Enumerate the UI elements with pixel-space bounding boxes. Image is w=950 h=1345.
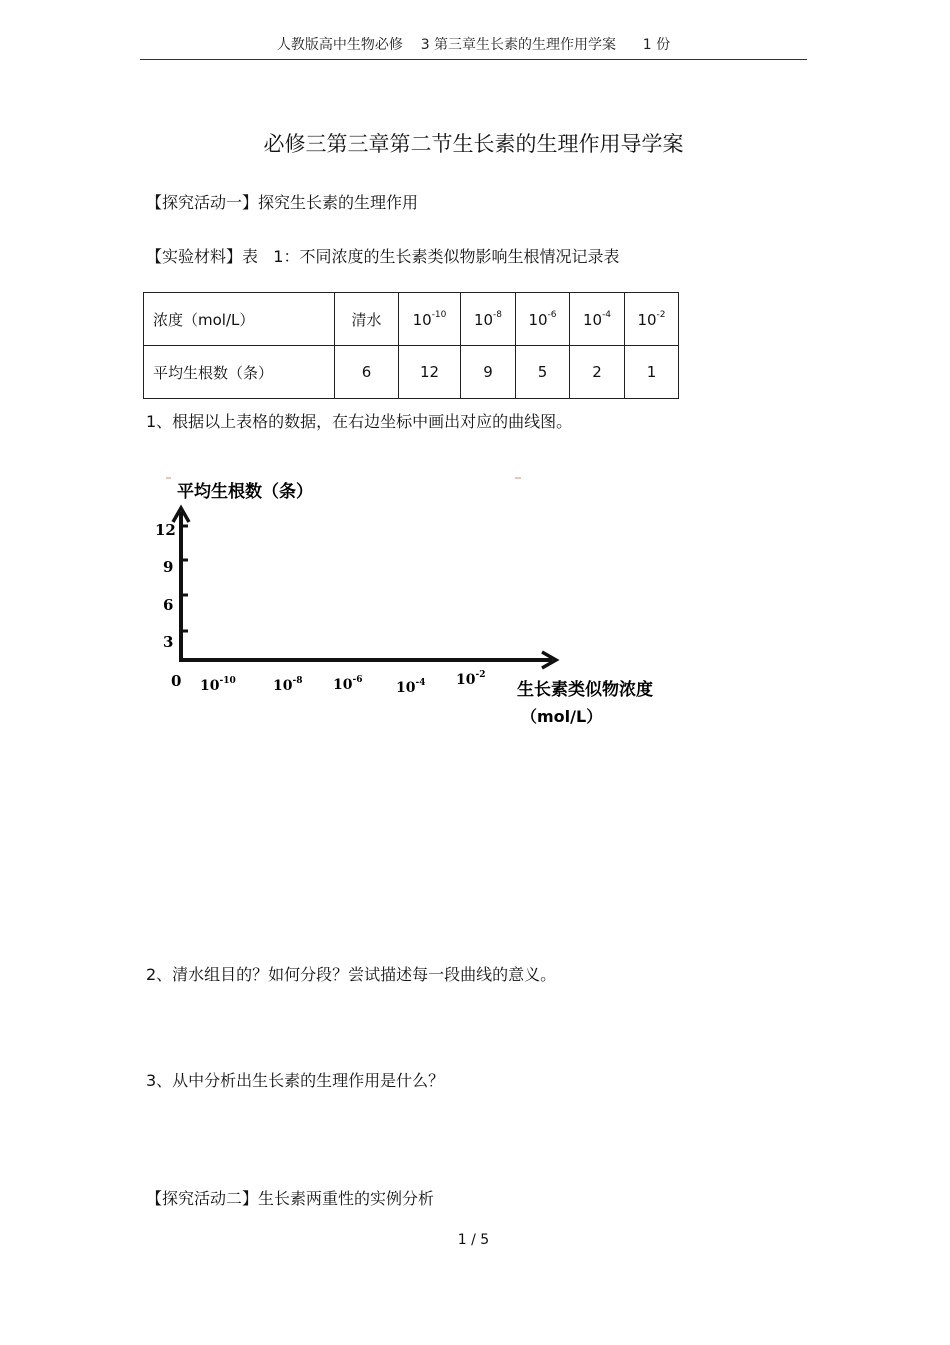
table-row xyxy=(144,346,679,399)
table-row xyxy=(144,293,679,346)
concentration-cell xyxy=(335,293,399,346)
running-header: 人教版高中生物必修 3 第三章生长素的生理作用学案 1 份 xyxy=(276,37,671,53)
materials-caption: 【实验材料】表 1：不同浓度的生长素类似物影响生根情况记录表 xyxy=(146,247,620,266)
concentration-cell xyxy=(461,293,516,346)
activity2-heading: 【探究活动二】生长素两重性的实例分析 xyxy=(146,1189,435,1208)
y-tick-label: 12 xyxy=(155,521,176,539)
concentration-cell xyxy=(516,293,570,346)
axes-chart xyxy=(140,460,700,730)
y-tick-label: 9 xyxy=(163,558,174,576)
concentration-exponent: -6 xyxy=(547,309,557,320)
y-tick-label: 3 xyxy=(163,633,174,651)
table-row-label: 浓度（mol/L） xyxy=(144,293,335,346)
root-count-cell: 1 xyxy=(625,346,679,399)
document-title: 必修三第三章第二节生长素的生理作用导学案 xyxy=(263,132,684,156)
y-tick-label: 6 xyxy=(163,596,174,614)
page-number: 1 / 5 xyxy=(457,1232,490,1248)
data-table xyxy=(143,292,679,399)
x-tick-label: $10^{-4}$ xyxy=(396,678,426,696)
concentration-base: 清水 xyxy=(351,310,382,329)
root-count-cell: 9 xyxy=(461,346,516,399)
concentration-exponent: -10 xyxy=(431,309,447,320)
x-tick-label: $10^{-2}$ xyxy=(456,670,486,688)
concentration-cell xyxy=(399,293,461,346)
root-count-cell: 6 xyxy=(335,346,399,399)
question-1: 1、根据以上表格的数据，在右边坐标中画出对应的曲线图。 xyxy=(146,412,573,431)
concentration-base: 10 xyxy=(637,310,657,329)
origin-label: 0 xyxy=(171,672,182,690)
concentration-exponent: -8 xyxy=(493,309,503,320)
root-count-cell: 12 xyxy=(399,346,461,399)
concentration-base: 10 xyxy=(412,310,432,329)
x-tick-label: $10^{-10}$ xyxy=(200,676,236,694)
y-axis-title: 平均生根数（条） xyxy=(177,482,313,502)
question-3: 3、从中分析出生长素的生理作用是什么？ xyxy=(146,1071,445,1090)
concentration-cell xyxy=(625,293,679,346)
header-rule xyxy=(140,59,807,60)
x-axis-title: 生长素类似物浓度 xyxy=(517,680,653,700)
x-tick-label: $10^{-8}$ xyxy=(273,676,303,694)
root-count-cell: 5 xyxy=(516,346,570,399)
x-axis-unit: （mol/L） xyxy=(521,707,603,726)
concentration-base: 10 xyxy=(528,310,548,329)
question-2: 2、清水组目的？如何分段？尝试描述每一段曲线的意义。 xyxy=(146,965,557,984)
activity1-heading: 【探究活动一】探究生长素的生理作用 xyxy=(146,193,419,212)
root-count-cell: 2 xyxy=(570,346,625,399)
concentration-base: 10 xyxy=(582,310,603,329)
x-tick-label: $10^{-6}$ xyxy=(333,675,363,693)
concentration-cell xyxy=(570,293,625,346)
table-row-label: 平均生根数（条） xyxy=(144,346,335,399)
concentration-exponent: -2 xyxy=(656,309,666,320)
concentration-exponent: -4 xyxy=(602,309,612,320)
concentration-base: 10 xyxy=(473,310,494,329)
